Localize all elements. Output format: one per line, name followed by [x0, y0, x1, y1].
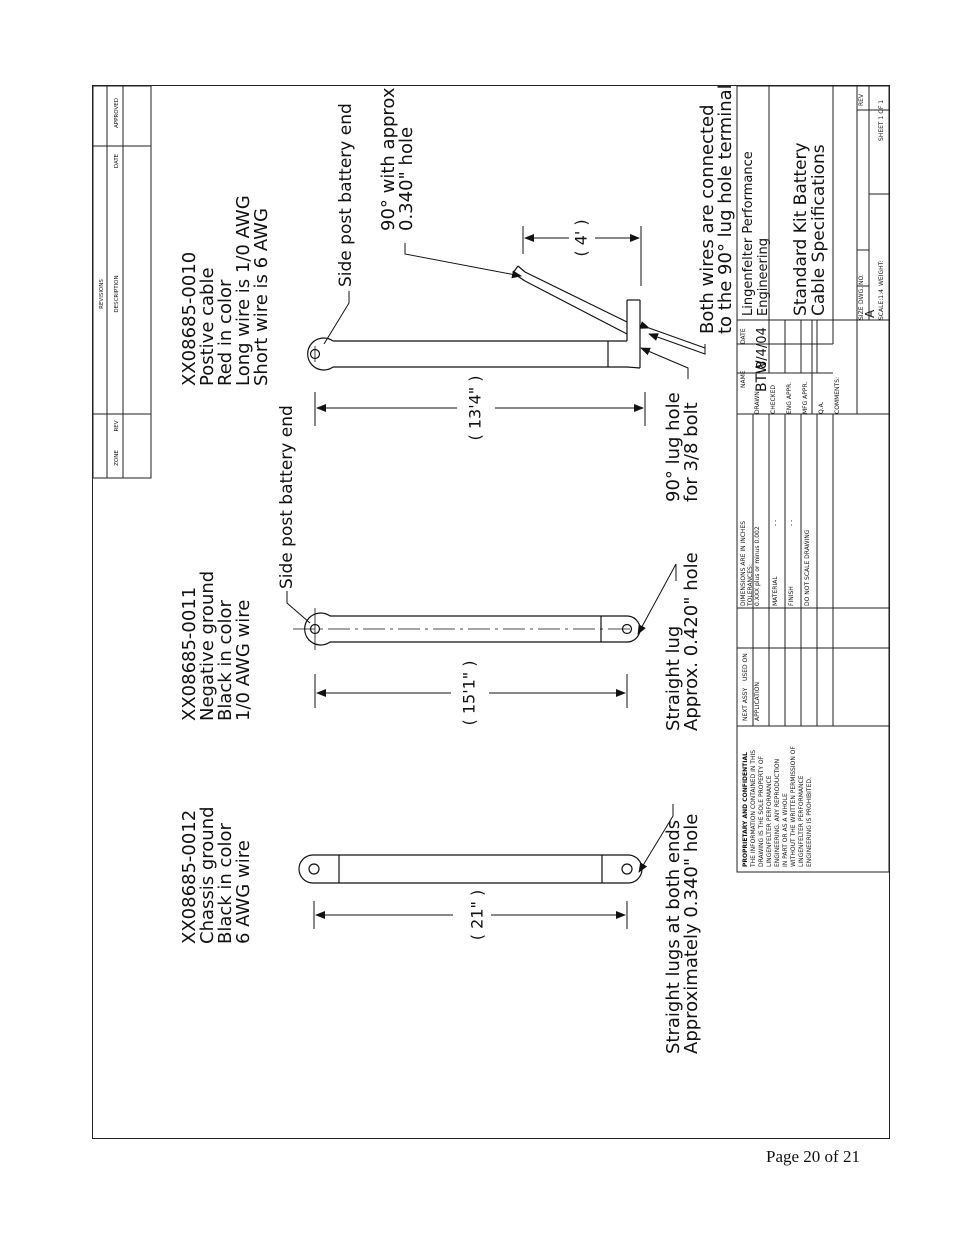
positive-lug-bolt-note-line2: for 3/8 bolt	[681, 402, 702, 502]
title-line-2: Cable Specifications	[809, 144, 829, 316]
negative-lug-note-line2: Approx. 0.420" hole	[681, 552, 702, 731]
dimensions-line-2: TOLERANCES:	[747, 564, 754, 606]
comments-label: COMMENTS:	[834, 376, 841, 414]
negative-color: Black in color	[215, 600, 236, 721]
scale-label: SCALE:1:4	[878, 289, 885, 320]
sheet-label: SHEET 1 OF 1	[878, 99, 885, 141]
positive-length-label: ( 13'4" )	[465, 375, 485, 441]
positive-both-wires-note	[697, 86, 736, 334]
rev-col-date: DATE	[114, 153, 120, 169]
positive-end-note: Side post battery end	[336, 103, 356, 287]
negative-end-leader	[287, 591, 310, 623]
eng-appr-label: ENG APPR.	[786, 381, 793, 414]
chassis-part-number: XX08685-0012	[179, 809, 200, 944]
negative-lug-note-line1: Straight lug	[663, 625, 684, 731]
dimensions-line-1: DIMENSIONS ARE IN INCHES	[740, 520, 747, 606]
finish-value: - -	[788, 519, 795, 526]
rev-label: REV	[858, 93, 865, 106]
size-value: A	[863, 309, 877, 318]
material-value: - -	[772, 519, 779, 526]
date-header: DATE	[740, 328, 747, 344]
positive-name: Postive cable	[197, 267, 218, 386]
size-label: SIZE	[858, 306, 865, 320]
positive-both-wires-note-line2: to the 90° lug hole terminal	[715, 86, 736, 334]
positive-both-wires-note-line1: Both wires are connected	[697, 104, 718, 334]
rev-col-description: DESCRIPTION	[114, 275, 120, 313]
chassis-lug-note-line1: Straight lugs at both ends	[663, 819, 684, 1054]
negative-lug-leader	[638, 564, 676, 634]
proprietary-line-8: ENGINEERING IS PROHIBITED.	[806, 777, 813, 867]
positive-short-length-label: ( 4' )	[571, 219, 591, 257]
positive-both-wires-leader	[649, 334, 705, 354]
positive-lug-bolt-note-line1: 90° lug hole	[663, 392, 684, 502]
proprietary-heading: PROPRIETARY AND CONFIDENTIAL	[742, 752, 749, 867]
qa-label: Q.A.	[818, 401, 825, 414]
positive-lug90-note-line2: 0.340" hole	[396, 126, 417, 231]
page-number: Page 20 of 21	[766, 1147, 860, 1166]
proprietary-line-6: WITHOUT THE WRITTEN PERMISSION OF	[790, 746, 797, 867]
chassis-lug-note	[663, 814, 702, 1054]
chassis-name: Chassis ground	[197, 806, 218, 944]
positive-lug90-note	[378, 86, 417, 231]
material-label: MATERIAL	[772, 576, 779, 606]
negative-lug-note	[663, 552, 702, 731]
positive-color: Red in color	[215, 279, 236, 386]
drawn-name: BTW	[754, 360, 770, 392]
proprietary-line-1: THE INFORMATION CONTAINED IN THIS	[750, 749, 757, 867]
positive-lug-bolt-leader	[641, 348, 688, 379]
positive-lug90-note-line1: 90° with approx.	[378, 86, 399, 231]
weight-label: WEIGHT:	[878, 260, 885, 286]
mfg-appr-label: MFG APPR.	[802, 381, 809, 414]
negative-end-note: Side post battery end	[277, 405, 297, 589]
negative-gauge: 1/0 AWG wire	[233, 599, 254, 721]
negative-name: Negative ground	[197, 570, 218, 721]
revisions-title: REVISIONS	[99, 279, 105, 309]
revisions-labels	[99, 98, 120, 466]
used-on-label: USED ON	[742, 653, 749, 681]
chassis-description	[179, 806, 254, 944]
checked-label: CHECKED	[770, 384, 777, 414]
positive-cable-drawing	[308, 266, 640, 370]
proprietary-line-2: DRAWING IS THE SOLE PROPERTY OF	[758, 755, 765, 867]
proprietary-line-3: LINGENFELTER PERFORMANCE	[766, 775, 773, 867]
chassis-cable-drawing	[299, 855, 642, 883]
drawn-label: DRAWN	[754, 391, 761, 414]
positive-short-gauge: Short wire is 6 AWG	[251, 208, 272, 386]
title-line-1: Standard Kit Battery	[791, 142, 811, 316]
positive-lug90-leader	[405, 243, 521, 276]
drawing-canvas	[93, 86, 889, 1138]
name-header: NAME	[740, 370, 747, 388]
negative-part-number: XX08685-0011	[179, 586, 200, 721]
finish-label: FINISH	[788, 586, 795, 606]
rev-col-rev: REV	[114, 420, 120, 432]
negative-length-label: ( 15'1" )	[459, 660, 479, 726]
chassis-gauge: 6 AWG wire	[233, 840, 254, 944]
chassis-color: Black in color	[215, 823, 236, 944]
dwg-no-label: DWG. NO.	[858, 274, 865, 304]
chassis-length-label: ( 21" )	[467, 889, 487, 941]
positive-part-number: XX08685-0010	[179, 251, 200, 386]
positive-end-leader	[324, 291, 349, 344]
proprietary-line-7: LINGENFELTER PERFORMANCE	[798, 775, 805, 867]
rev-col-approved: APPROVED	[114, 98, 120, 128]
positive-long-gauge: Long wire is 1/0 AWG	[233, 195, 254, 386]
proprietary-line-4: ENGINEERING. ANY REPRODUCTION	[774, 758, 781, 867]
drawn-date: 8/4/04	[755, 327, 770, 369]
positive-description	[179, 195, 272, 386]
chassis-lug-note-line2: Approximately 0.340" hole	[681, 813, 702, 1054]
rev-col-zone: ZONE	[114, 450, 120, 466]
company-line-1: Lingenfelter Performance	[741, 151, 756, 316]
dimensions-line-3: 0.XXX plus or minus 0.002	[754, 526, 761, 606]
company-line-2: Engineering	[756, 238, 771, 316]
next-assy-label: NEXT ASSY	[742, 687, 749, 721]
do-not-scale: DO NOT SCALE DRAWING	[804, 529, 811, 606]
application-label: APPLICATION	[754, 682, 761, 721]
positive-lug-bolt-note	[663, 392, 702, 502]
drawing-sheet	[92, 85, 890, 1139]
proprietary-line-5: IN PART OR AS A WHOLE	[782, 793, 789, 867]
negative-description	[179, 571, 254, 721]
proprietary-text	[742, 746, 813, 868]
